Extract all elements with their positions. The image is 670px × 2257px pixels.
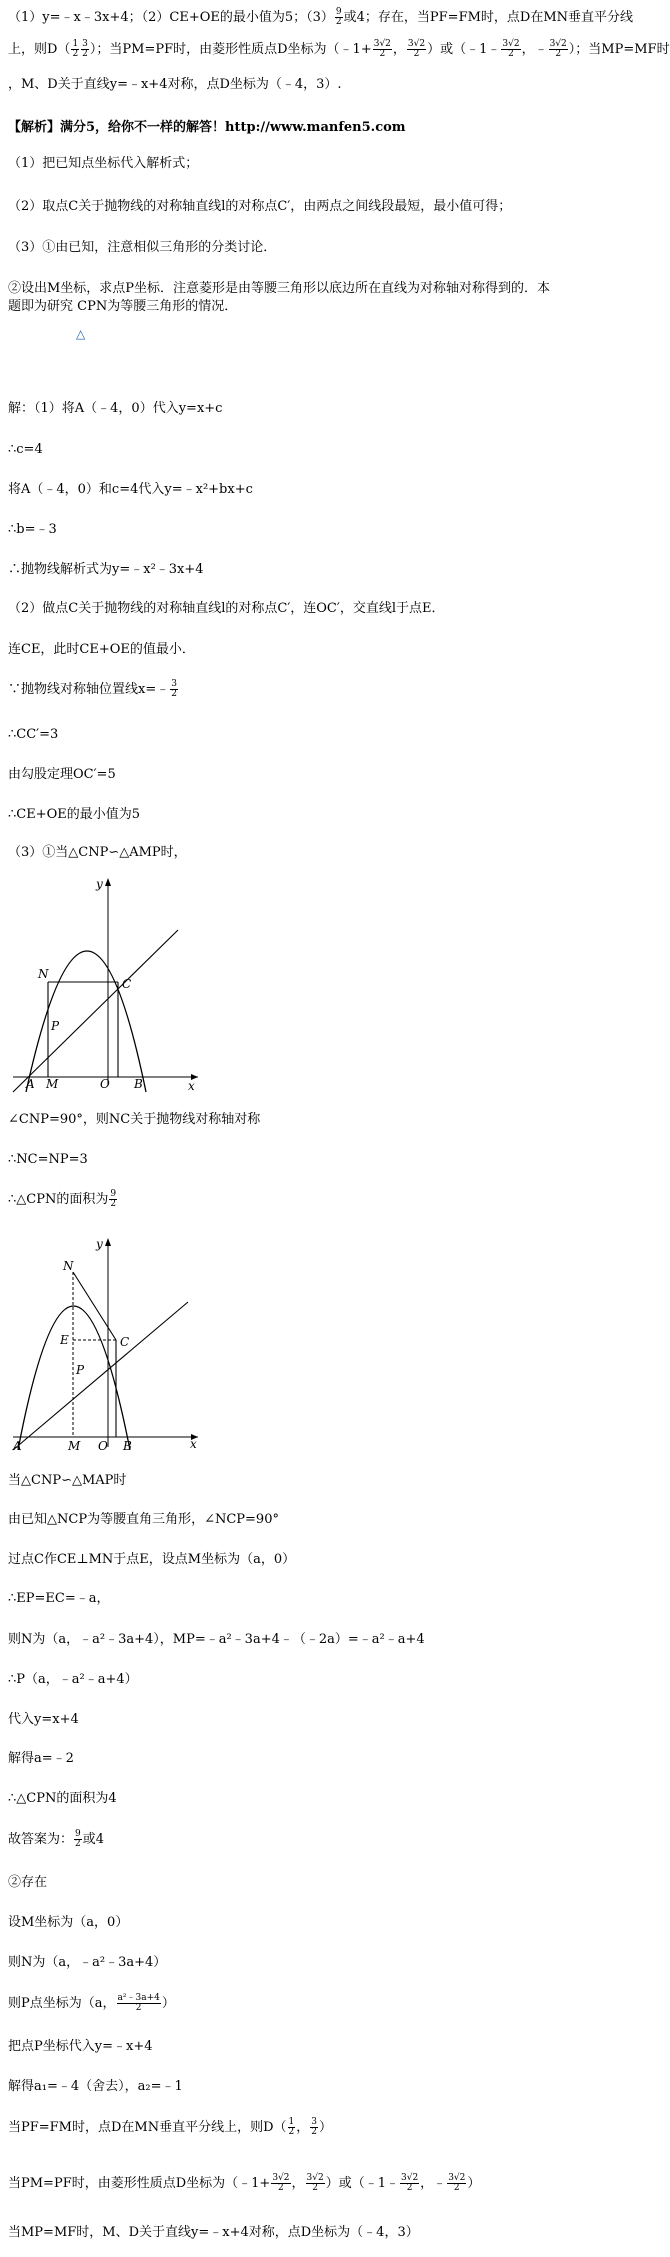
label-y: y [96,877,103,891]
solution-line: 设M坐标为（a，0） [8,1915,129,1930]
solution-line: 解得a₁=﹣4（舍去），a₂=﹣1 [8,2079,183,2094]
solution-text: ） [161,1996,175,2011]
fraction: $\frac{1}{2}$ [288,2117,295,2137]
fraction: $\frac{9}{2}$ [110,1189,117,1209]
solution-line [8,1830,104,1849]
answer-text: 或4；存在，当PF=FM时，点D在MN垂直平分线 [343,10,634,25]
solution-line: ∴△CPN的面积为4 [8,1791,117,1806]
label-N: N [63,1259,74,1273]
line-y-x-plus-4 [13,1302,188,1450]
segment-NC [73,1272,116,1340]
y-axis-arrow [105,878,111,886]
solution-line: （3）①当△CNP∽△AMP时， [8,845,187,860]
analysis-point-3: （3）①由已知，注意相似三角形的分类讨论． [8,240,277,255]
solution-line: 把点P坐标代入y=﹣x+4 [8,2039,153,2054]
solution-line: ∴EP=EC=﹣a， [8,1591,110,1606]
answer-text: ， [392,42,406,57]
solution-line: 当PM=PF时，由菱形性质点D坐标为（﹣1+ $\frac{3√2}{2}$ ， $\frac{3√2}{2}$ ）或（﹣1﹣ $\frac{3√2}{2}$ ，﹣ $\frac{3√2}{2}$ ） [8,2173,481,2193]
solution-line: 解：（1）将A（﹣4，0）代入y=x+c [8,401,223,416]
answer-text: ，﹣ [521,42,548,57]
label-P: P [51,1019,60,1033]
solution-line: 将A（﹣4，0）和c=4代入y=﹣x²+bx+c [8,482,253,497]
answer-line-2 [8,40,670,59]
solution-line: 过点C作CE⊥MN于点E，设点M坐标为（a，0） [8,1552,296,1567]
solution-line: （2）做点C关于抛物线的对称轴直线l的对称点C′，连OC′，交直线l于点E． [8,601,445,616]
label-C: C [122,977,132,991]
solution-line: 解得a=﹣2 [8,1751,74,1766]
fraction: $\frac{\text{a²﹣3a+4}}{2}$ [117,1993,160,2013]
figure-2-diagram [8,1232,208,1452]
fraction: $\frac{3}{2}$ [311,2117,318,2137]
solution-line: 则N为（a，﹣a²﹣3a+4），MP=﹣a²﹣3a+4﹣（﹣2a）=﹣a²﹣a+4 [8,1632,425,1647]
solution-text: 当PM=PF时，由菱形性质点D坐标为（﹣1+ [8,2176,271,2191]
parabola [18,1306,130,1450]
solution-line: 由已知△NCP为等腰直角三角形，∠NCP=90° [8,1512,279,1527]
solution-text: ） [467,2176,481,2191]
analysis-point-1: （1）把已知点坐标代入解析式； [8,156,199,171]
solution-line [8,1190,118,1209]
solution-line: 则N为（a，﹣a²﹣3a+4） [8,1955,167,1970]
solution-line [8,1994,175,2013]
fraction: $\frac{3}{2}$ [82,39,88,59]
label-C: C [120,1335,130,1349]
solution-line: 连CE，此时CE+OE的值最小． [8,642,195,657]
label-B: B [123,1439,132,1453]
label-P: P [76,1363,85,1377]
solution-line: 当PF=FM时，点D在MN垂直平分线上，则D（ $\frac{1}{2}$ ， $\frac{3}{2}$ ） [8,2117,333,2137]
solution-line: ②存在 [8,1875,48,1890]
label-A: A [13,1439,22,1453]
analysis-point-4a: ②设出M坐标，求点P坐标．注意菱形是由等腰三角形以底边所在直线为对称轴对称得到的．本 [8,281,551,296]
fraction: $\frac{9}{2}$ [75,1829,81,1849]
solution-line: ∴c=4 [8,442,43,457]
fraction: $\frac{3√2}{2}$ [400,2173,419,2193]
solution-text: ）或（﹣1﹣ [325,2176,399,2191]
solution-line [8,680,179,699]
answer-text: 上，则D（ [8,42,71,57]
fraction: $\frac{3√2}{2}$ [549,39,567,59]
answer-line-3: ，M、D关于直线y=﹣x+4对称，点D坐标为（﹣4，3）. [8,77,342,92]
label-N: N [38,967,49,981]
solution-text: ∴△CPN的面积为 [8,1192,109,1207]
fraction: $\frac{3√2}{2}$ [306,2173,324,2193]
fraction: $\frac{9}{2}$ [335,7,342,27]
figure-1-diagram [8,870,208,1093]
solution-text: 或4 [82,1832,105,1847]
solution-text: ∵抛物线对称轴位置线x=﹣ [8,682,170,697]
solution-text: 故答案为： [8,1832,74,1847]
solution-line: ∴抛物线解析式为y=﹣x²﹣3x+4 [8,562,204,577]
label-x: x [188,1079,195,1093]
label-A: A [26,1077,35,1091]
solution-line: 当△CNP∽△MAP时 [8,1473,127,1488]
label-y: y [96,1237,103,1251]
answer-text: ）或（﹣1﹣ [427,42,501,57]
solution-text: 则P点坐标为（a， [8,1996,116,2011]
solution-line: 由勾股定理OC′=5 [8,767,116,782]
label-M: M [46,1077,59,1091]
fraction: $\frac{3√2}{2}$ [272,2173,290,2193]
solution-line: ∴CE+OE的最小值为5 [8,807,141,822]
label-x: x [190,1437,197,1451]
analysis-header: 【解析】满分5，给你不一样的解答！http://www.manfen5.com [8,120,406,135]
solution-line: ∠CNP=90°，则NC关于抛物线对称轴对称 [8,1112,261,1127]
answer-text: ）；当MP=MF时 [568,42,670,57]
solution-line: ∴b=﹣3 [8,522,57,537]
fraction: $\frac{3√2}{2}$ [448,2173,466,2193]
answer-text: （1）y=﹣x﹣3x+4；（2）CE+OE的最小值为5；（3） [8,10,334,25]
analysis-point-2: （2）取点C关于抛物线的对称轴直线l的对称点C′，由两点之间线段最短，最小值可得； [8,199,512,214]
y-axis-arrow [105,1238,111,1246]
solution-line: ∴NC=NP=3 [8,1152,88,1167]
triangle-symbol: △ [76,327,86,341]
fraction: $\frac{1}{2}$ [72,39,79,59]
fraction: $\frac{3√2}{2}$ [373,39,391,59]
analysis-point-4b: 题即为研究 CPN为等腰三角形的情况． [8,299,238,314]
label-O: O [98,1439,108,1453]
answer-line-1 [8,8,633,27]
label-E: E [60,1333,69,1347]
fraction: $\frac{3}{2}$ [171,679,177,699]
solution-text: 当PF=FM时，点D在MN垂直平分线上，则D（ [8,2120,287,2135]
solution-line: 当MP=MF时，M、D关于直线y=﹣x+4对称，点D坐标为（﹣4，3） [8,2225,419,2240]
label-O: O [100,1077,110,1091]
label-M: M [68,1439,81,1453]
solution-line: ∴CC′=3 [8,727,59,742]
solution-text: ） [319,2120,333,2135]
solution-line: 代入y=x+4 [8,1712,79,1727]
fraction: $\frac{3√2}{2}$ [502,39,520,59]
answer-text: ）；当PM=PF时，由菱形性质点D坐标为（﹣1+ [89,42,372,57]
label-B: B [134,1077,143,1091]
solution-line: ∴P（a，﹣a²﹣a+4） [8,1672,138,1687]
fraction: $\frac{3√2}{2}$ [407,39,426,59]
